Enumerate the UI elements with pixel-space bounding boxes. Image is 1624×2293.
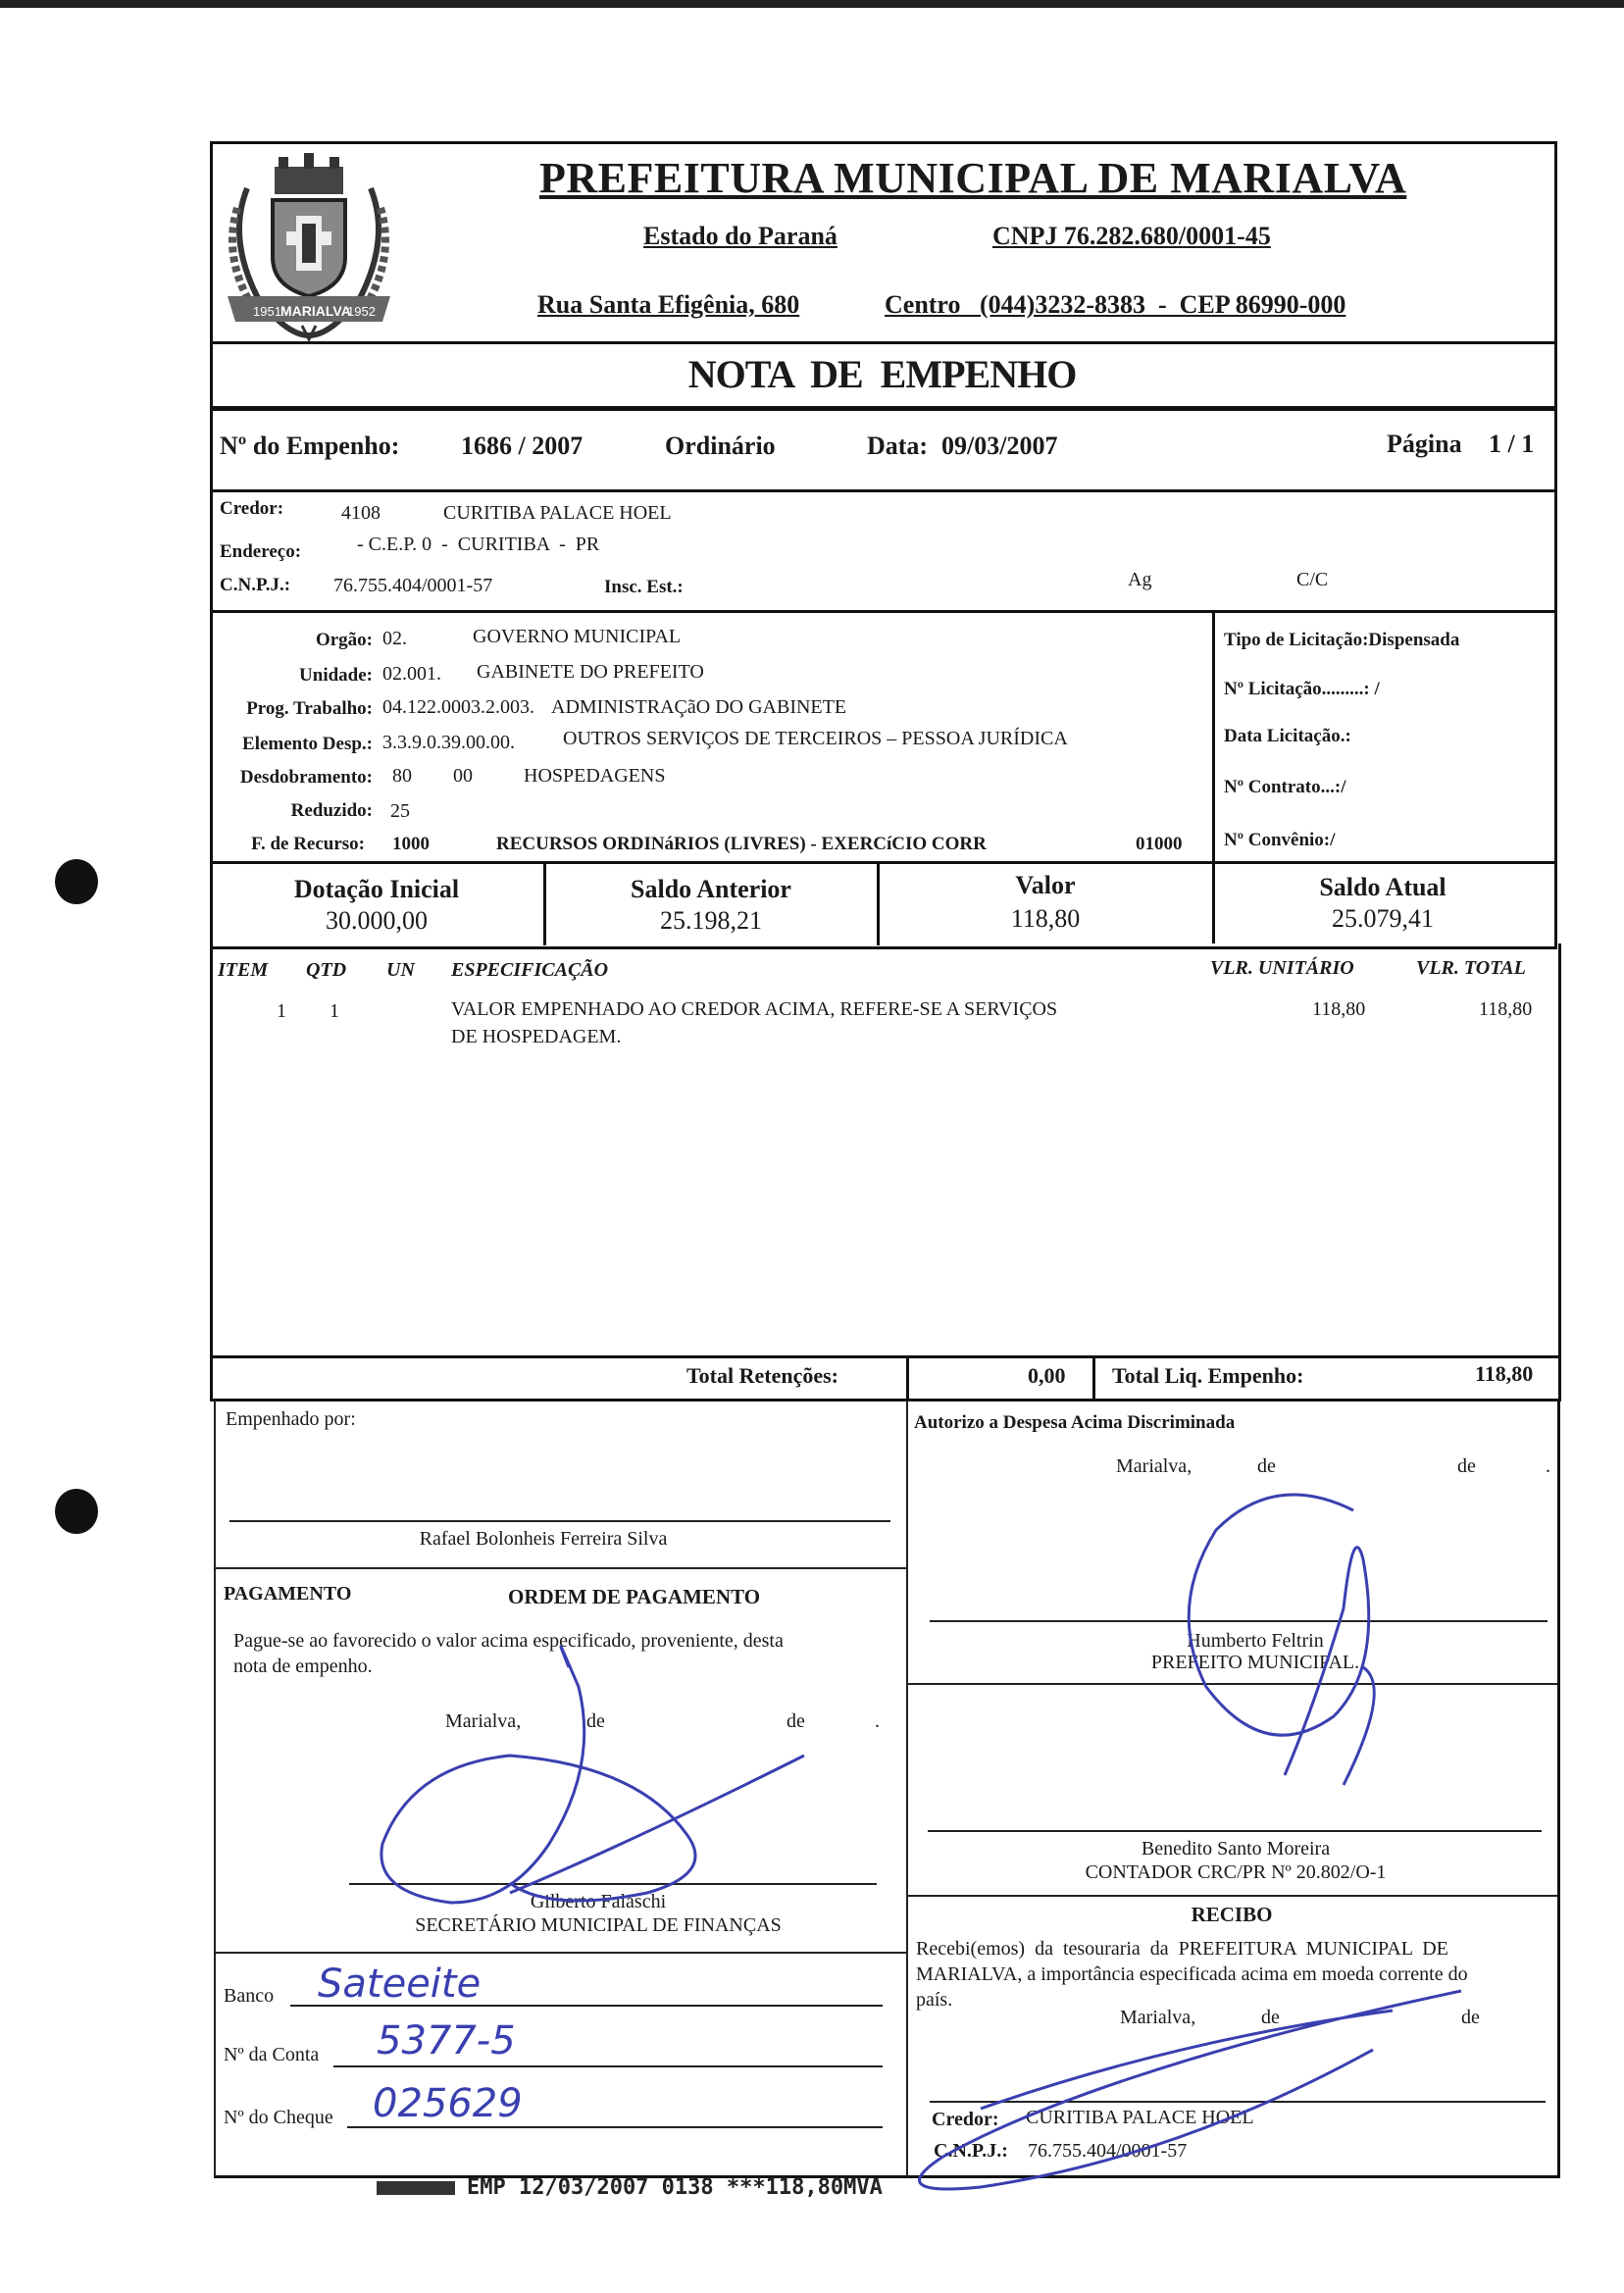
cheque-label: Nº do Cheque: [224, 2107, 333, 2128]
pagamento-text2: nota de empenho.: [233, 1656, 373, 1677]
coat-year-left: 1951: [253, 304, 281, 319]
recurso-name: RECURSOS ORDINáRIOS (LIVRES) - EXERCíCIO CORR: [496, 834, 987, 854]
elem-label: Elemento Desp.:: [242, 734, 373, 754]
endereco-value: - C.E.P. 0 - CURITIBA - PR: [357, 534, 600, 555]
insc-label: Insc. Est.:: [604, 577, 684, 597]
cc-label: C/C: [1296, 569, 1329, 590]
valor-label: Valor: [1015, 871, 1076, 899]
prog-name: ADMINISTRAÇãO DO GABINETE: [551, 696, 847, 718]
pagamento-de1: de: [586, 1710, 605, 1732]
recurso-code2: 01000: [1136, 834, 1183, 854]
recibo-credor-value: CURITIBA PALACE HOEL: [1026, 2107, 1254, 2128]
signature-prefeito: [1189, 1495, 1374, 1785]
unidade-label: Unidade:: [299, 665, 373, 686]
desd-name: HOSPEDAGENS: [524, 765, 666, 787]
contador-name: Benedito Santo Moreira: [1141, 1838, 1331, 1860]
licitacao-tipo: Tipo de Licitação:Dispensada: [1224, 630, 1460, 650]
col-un: UN: [386, 959, 415, 981]
prefeito-name: Humberto Feltrin: [1187, 1630, 1324, 1652]
atual-value: 25.079,41: [1332, 904, 1434, 933]
signature-recibo: [920, 1991, 1462, 2189]
liq-value: 118,80: [1475, 1361, 1534, 1386]
anterior-value: 25.198,21: [660, 906, 762, 935]
anterior-label: Saldo Anterior: [631, 875, 791, 903]
dotacao-label: Dotação Inicial: [293, 875, 460, 903]
row-qtd: 1: [330, 1000, 339, 1022]
prefeito-role: PREFEITO MUNICIPAL.: [1150, 1652, 1360, 1673]
pagamento-de2: de: [787, 1710, 805, 1732]
recibo-de1: de: [1261, 2007, 1280, 2028]
recibo-text3: país.: [916, 1989, 953, 2011]
page-label: Página: [1387, 430, 1462, 458]
atual-label: Saldo Atual: [1319, 873, 1446, 901]
licitacao-numero: Nº Licitação.........: /: [1224, 679, 1380, 699]
desd-label: Desdobramento:: [239, 767, 373, 788]
col-spec: ESPECIFICAÇÃO: [451, 959, 609, 981]
empenho-number-label: Nº do Empenho:: [220, 432, 400, 460]
empenho-date-label: Data:: [867, 432, 929, 460]
recurso-label: F. de Recurso:: [251, 834, 365, 854]
page-title: PREFEITURA MUNICIPAL DE MARIALVA: [539, 154, 1407, 202]
coat-name: MARIALVA: [280, 303, 351, 319]
secretario-role: SECRETÁRIO MUNICIPAL DE FINANÇAS: [415, 1914, 782, 1936]
empenho-date: 09/03/2007: [941, 432, 1058, 460]
autorizo-de2: de: [1457, 1455, 1476, 1477]
elem-name: OUTROS SERVIÇOS DE TERCEIROS – PESSOA JURÍDICA: [563, 728, 1068, 749]
orgao-name: GOVERNO MUNICIPAL: [473, 626, 682, 647]
header-state: Estado do Paraná: [643, 222, 837, 250]
recibo-text2: MARIALVA, a importância especificada acima em moeda corrente do: [916, 1963, 1468, 1985]
retencoes-value: 0,00: [1028, 1363, 1066, 1388]
cnpj-label: C.N.P.J.:: [220, 575, 291, 595]
recibo-cnpj-value: 76.755.404/0001-57: [1028, 2140, 1188, 2162]
licitacao-data: Data Licitação.:: [1224, 726, 1351, 746]
autorizo-city: Marialva,: [1116, 1455, 1193, 1477]
doc-title: NOTA DE EMPENHO: [687, 352, 1077, 396]
recurso-code: 1000: [392, 834, 430, 854]
banco-value: Sateeite: [318, 1962, 482, 2007]
ordem-label: ORDEM DE PAGAMENTO: [508, 1585, 761, 1608]
orgao-label: Orgão:: [315, 630, 373, 650]
valor-value: 118,80: [1010, 904, 1081, 933]
coat-year-right: 1952: [347, 304, 376, 319]
unidade-code: 02.001.: [382, 663, 441, 685]
cnpj-value: 76.755.404/0001-57: [333, 575, 493, 596]
elem-code: 3.3.9.0.39.00.00.: [382, 732, 515, 753]
row-spec-line1: VALOR EMPENHADO AO CREDOR ACIMA, REFERE-SE A SERVIÇOS: [451, 998, 1058, 1020]
banco-label: Banco: [224, 1985, 275, 2007]
recibo-cnpj-label: C.N.P.J.:: [934, 2140, 1008, 2162]
header-address: Rua Santa Efigênia, 680: [537, 290, 800, 319]
orgao-code: 02.: [382, 628, 407, 649]
credor-label: Credor:: [220, 498, 284, 519]
retencoes-label: Total Retenções:: [686, 1363, 838, 1388]
contador-role: CONTADOR CRC/PR Nº 20.802/O-1: [1085, 1861, 1387, 1883]
autorizo-dot: .: [1546, 1455, 1550, 1477]
licitacao-convenio: Nº Convênio:/: [1224, 830, 1336, 850]
recibo-de2: de: [1461, 2007, 1480, 2028]
empenhado-label: Empenhado por:: [226, 1408, 356, 1430]
header-cnpj: CNPJ 76.282.680/0001-45: [992, 222, 1271, 250]
empenhado-name: Rafael Bolonheis Ferreira Silva: [419, 1528, 668, 1550]
recibo-text1: Recebi(emos) da tesouraria da PREFEITURA MUNICIPAL DE: [916, 1938, 1448, 1960]
desd-code1: 80: [392, 765, 412, 787]
stamp-text: EMP 12/03/2007 0138 ***118,80MVA: [467, 2175, 883, 2200]
ag-label: Ag: [1128, 569, 1152, 590]
col-qtd: QTD: [306, 959, 347, 981]
cheque-value: 025629: [373, 2081, 523, 2126]
conta-value: 5377-5: [377, 2018, 516, 2064]
reduzido-label: Reduzido:: [290, 800, 373, 821]
col-unit: VLR. UNITÁRIO: [1210, 957, 1354, 979]
autorizo-de1: de: [1257, 1455, 1276, 1477]
reduzido-value: 25: [390, 800, 410, 822]
autorizo-label: Autorizo a Despesa Acima Discriminada: [914, 1412, 1236, 1433]
row-item: 1: [277, 1000, 286, 1022]
dotacao-value: 30.000,00: [326, 906, 428, 935]
conta-label: Nº da Conta: [224, 2044, 320, 2065]
liq-label: Total Liq. Empenho:: [1112, 1363, 1304, 1388]
credor-code: 4108: [341, 502, 381, 524]
page-number: 1 / 1: [1489, 430, 1535, 458]
pagamento-dot: .: [875, 1710, 880, 1732]
pagamento-city: Marialva,: [445, 1710, 522, 1732]
pagamento-text1: Pague-se ao favorecido o valor acima especificado, proveniente, desta: [233, 1630, 784, 1652]
desd-code2: 00: [453, 765, 473, 787]
prog-label: Prog. Trabalho:: [246, 698, 373, 719]
pagamento-label: PAGAMENTO: [224, 1583, 352, 1605]
signature-secretario: [381, 1647, 804, 1903]
col-total: VLR. TOTAL: [1416, 957, 1526, 979]
recibo-title: RECIBO: [1191, 1903, 1273, 1926]
endereco-label: Endereço:: [220, 541, 302, 562]
col-item: ITEM: [218, 959, 269, 981]
unidade-name: GABINETE DO PREFEITO: [477, 661, 704, 683]
empenho-type: Ordinário: [665, 432, 776, 460]
credor-name: CURITIBA PALACE HOEL: [443, 502, 672, 524]
recibo-city: Marialva,: [1120, 2007, 1196, 2028]
header-contact: Centro (044)3232-8383 - CEP 86990-000: [885, 290, 1346, 319]
row-total: 118,80: [1479, 998, 1533, 1020]
prog-code: 04.122.0003.2.003.: [382, 696, 534, 718]
secretario-name: Gilberto Falaschi: [530, 1891, 667, 1912]
recibo-credor-label: Credor:: [932, 2109, 999, 2130]
row-unit: 118,80: [1312, 998, 1366, 1020]
empenho-number: 1686 / 2007: [461, 432, 584, 460]
row-spec-line2: DE HOSPEDAGEM.: [451, 1026, 622, 1047]
licitacao-contrato: Nº Contrato...:/: [1224, 777, 1346, 797]
